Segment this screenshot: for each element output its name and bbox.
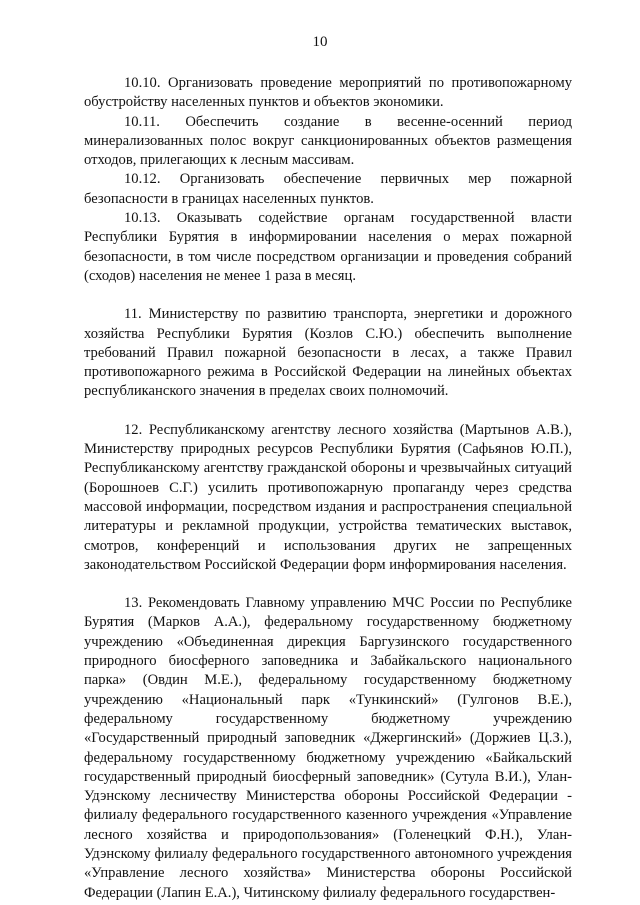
paragraph-10-13: 10.13. Оказывать содействие органам государственной власти Республики Бурятия в информировании населения о мерах пожарной безопасности, в том числе посредством организации и проведения собраний (сходов) населения не менее 1 раза в месяц. (84, 210, 572, 284)
paragraph-10-12: 10.12. Организовать обеспечение первичных мер пожарной безопасности в границах населенных пунктов. (84, 171, 572, 207)
paragraph-10-10: 10.10. Организовать проведение мероприятий по противопожарному обустройству населенных пунктов и объектов экономики. (84, 75, 572, 111)
document-body (84, 74, 572, 903)
page-number: 10 (312, 34, 328, 50)
paragraph-10-11: 10.11. Обеспечить создание в весенне-осенний период минерализованных полос вокруг санкционированных объектов размещения отходов, прилегающих к лесным массивам. (84, 113, 572, 169)
paragraph-11: 11. Министерству по развитию транспорта, энергетики и дорожного хозяйства Республики Бурятия (Козлов С.Ю.) обеспечить выполнение требований Правил пожарной безопасности в лесах, а также Правил противопожарного режима в Российской Федерации на линейных объектах республиканского значения в пределах своих полномочий. (84, 306, 572, 400)
paragraph-13: 13. Рекомендовать Главному управлению МЧС России по Республике Бурятия (Марков А.А.), федеральному государственному бюджетному учреждению «Объединенная дирекция Баргузинского государственного природного биосферного заповедника и Забайкальского национального парка» (Овдин М.Е.), федеральному государственному бюджетному учреждению «Национальный парк «Тункинский» (Гулгонов В.Е.), федеральному государственному бюджетному учреждению «Государственный природный заповедник «Джергинский» (Доржиев Ц.З.), федеральному государственному бюджетному учреждению «Байкальский государственный природный биосферный заповедник» (Сутула В.И.), Улан-Удэнскому лесничеству Министерства обороны Российской Федерации - филиалу федерального государственного казенного учреждения «Управление лесного хозяйства и природопользования» (Голенецкий Ф.Н.), Улан-Удэнскому филиалу федерального государственного автономного учреждения «Управление лесного хозяйства» Министерства обороны Российской Федерации (Лапин Е.А.), Читинскому филиалу федерального государствен- (84, 595, 572, 901)
paragraph-12: 12. Республиканскому агентству лесного хозяйства (Мартынов А.В.), Министерству природных ресурсов Республики Бурятия (Сафьянов Ю.П.), Республиканскому агентству гражданской обороны и чрезвычайных ситуаций (Борошноев С.Г.) усилить противопожарную пропаганду через средства массовой информации, посредством издания и распространения специальной литературы и рекламной продукции, устройства тематических выставок, смотров, конференций и использования других не запрещенных законодательством Российской Федерации форм информирования населения. (84, 421, 572, 573)
